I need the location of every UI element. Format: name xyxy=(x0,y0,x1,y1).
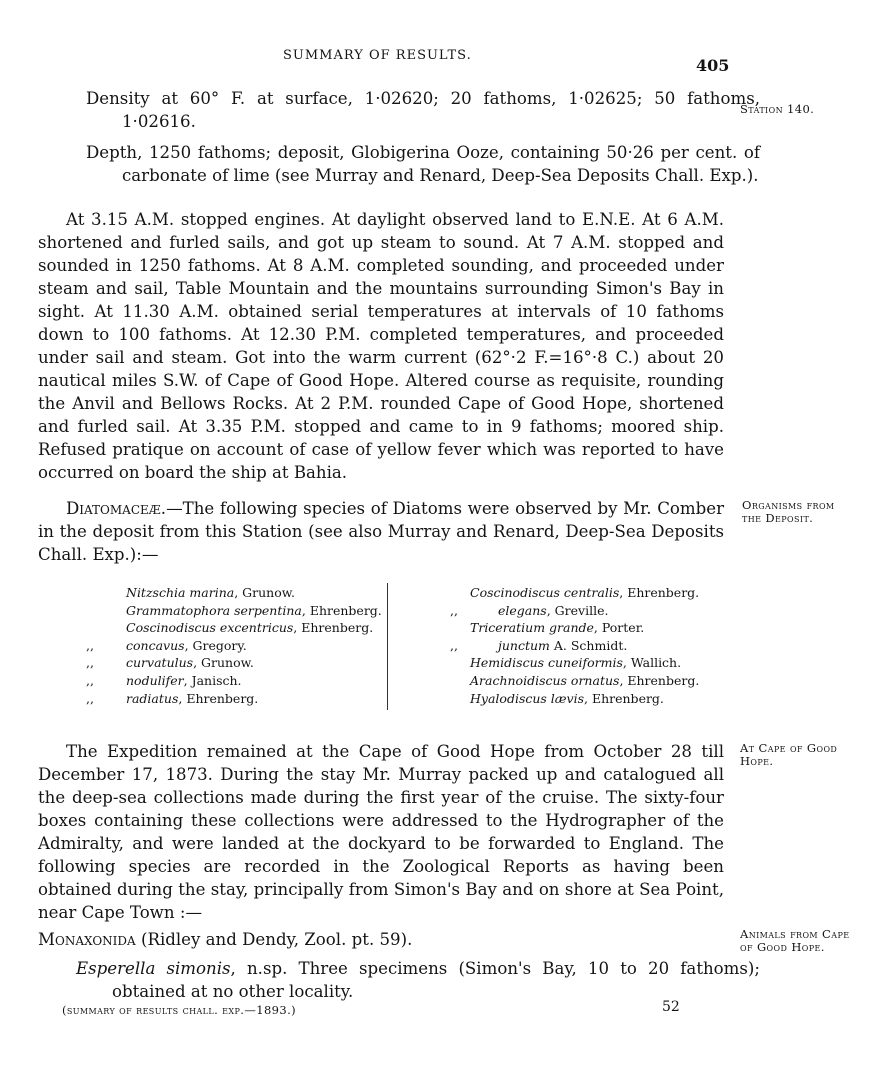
list-item: Coscinodiscus centralis, Ehrenberg. xyxy=(470,585,700,600)
list-item: ,, junctum A. Schmidt. xyxy=(450,637,628,653)
density-paragraph: Density at 60° F. at surface, 1·02620; 20 fathoms, 1·02625; 50 fathoms, 1·02616. xyxy=(86,89,760,131)
cape-paragraph: The Expedition remained at the Cape of Good Hope from October 28 till December 17, 1873. During the stay Mr. Murray packed up and catalogued all the deep-sea collections made during the first year of the cruise. The sixty-four boxes containing these collections were addressed to the Hydrographer of the Admiralty, and were landed at the dockyard to be forwarded to England. The following species are recorded in the Zoological Reports as having been obtained during the stay, principally from Simon's Bay and on shore at Sea Point, near Cape Town :— xyxy=(38,742,724,922)
diatom-intro-paragraph xyxy=(38,497,724,566)
station-narrative: At 3.15 A.M. stopped engines. At daylight observed land to E.N.E. At 6 A.M. shortened and furled sails, and got up steam to sound. At 7 A.M. stopped and sounded in 1250 fathoms. At 8 A.M. completed sounding, and proceeded under steam and sail, Table Mountain and the mountains surrounding Simon's Bay in sight. At 11.30 A.M. obtained serial temperatures at intervals of 10 fathoms down to 100 fathoms. At 12.30 P.M. completed temperatures, and proceeded under sail and steam. Got into the warm current (62°·2 F.=16°·8 C.) about 20 nautical miles S.W. of Cape of Good Hope. Altered course as requisite, rounding the Anvil and Bellows Rocks. At 2 P.M. rounded Cape of Good Hope, shortened and furled sail. At 3.35 P.M. stopped and came to in 9 fathoms; moored ship. Refused pratique on account of case of yellow fever which was reported to have occurred on board the ship at Bahia. xyxy=(38,210,724,482)
margin-note-cape: At Cape of Good Hope. xyxy=(740,741,838,768)
list-item: Grammatophora serpentina, Ehrenberg. xyxy=(126,602,382,618)
list-item: Hyalodiscus lævis, Ehrenberg. xyxy=(470,690,664,706)
diatom-heading: Diatomaceæ. xyxy=(66,499,167,518)
list-item: Triceratium grande, Porter. xyxy=(470,620,645,636)
depth-paragraph: Depth, 1250 fathoms; deposit, Globigerina Ooze, containing 50·26 per cent. of carbonate of lime (see Murray and Renard, Deep-Sea Deposits Chall. Exp.). xyxy=(86,143,760,185)
page-number: 405 xyxy=(696,56,730,75)
diatom-list-left xyxy=(56,584,381,707)
margin-note-animals: Animals from Cape of Good Hope. xyxy=(740,927,850,954)
list-item: Hemidiscus cuneiformis, Wallich. xyxy=(470,655,682,671)
list-item: Coscinodiscus excentricus, Ehrenberg. xyxy=(126,620,374,636)
list-item: ,, elegans, Greville. xyxy=(450,602,609,618)
species-entry xyxy=(76,957,760,1003)
group-name: Monaxonida xyxy=(38,930,136,949)
list-item: Arachnoidiscus ornatus, Ehrenberg. xyxy=(470,672,700,688)
column-divider xyxy=(387,583,388,710)
diatom-list-right xyxy=(400,584,730,707)
margin-note-station: Station 140. xyxy=(740,102,815,116)
list-item: ,, radiatus, Ehrenberg. xyxy=(86,690,259,706)
group-reference: (Ridley and Dendy, Zool. pt. 59). xyxy=(135,930,413,949)
species-name: Esperella simonis xyxy=(76,959,231,978)
margin-note-organisms: Organisms from the Deposit. xyxy=(742,498,835,525)
list-item: ,, concavus, Gregory. xyxy=(86,637,247,653)
signature-number: 52 xyxy=(662,999,680,1015)
monaxonida-heading xyxy=(38,928,724,951)
list-item: ,, nodulifer, Janisch. xyxy=(86,672,242,688)
running-title: SUMMARY OF RESULTS. xyxy=(283,48,472,63)
list-item: ,, curvatulus, Grunow. xyxy=(86,655,254,671)
species-description: , n.sp. Three specimens (Simon's Bay, 10 to 20 fathoms); obtained at no other locality. xyxy=(112,959,760,1001)
list-item: Nitzschia marina, Grunow. xyxy=(126,585,295,600)
diatom-intro-text: —The following species of Diatoms were observed by Mr. Comber in the deposit from this Station (see also Murray and Renard, Deep-Sea Deposits Chall. Exp.):— xyxy=(38,499,724,564)
footer-signature: (summary of results chall. exp.—1893.) xyxy=(62,1003,297,1017)
